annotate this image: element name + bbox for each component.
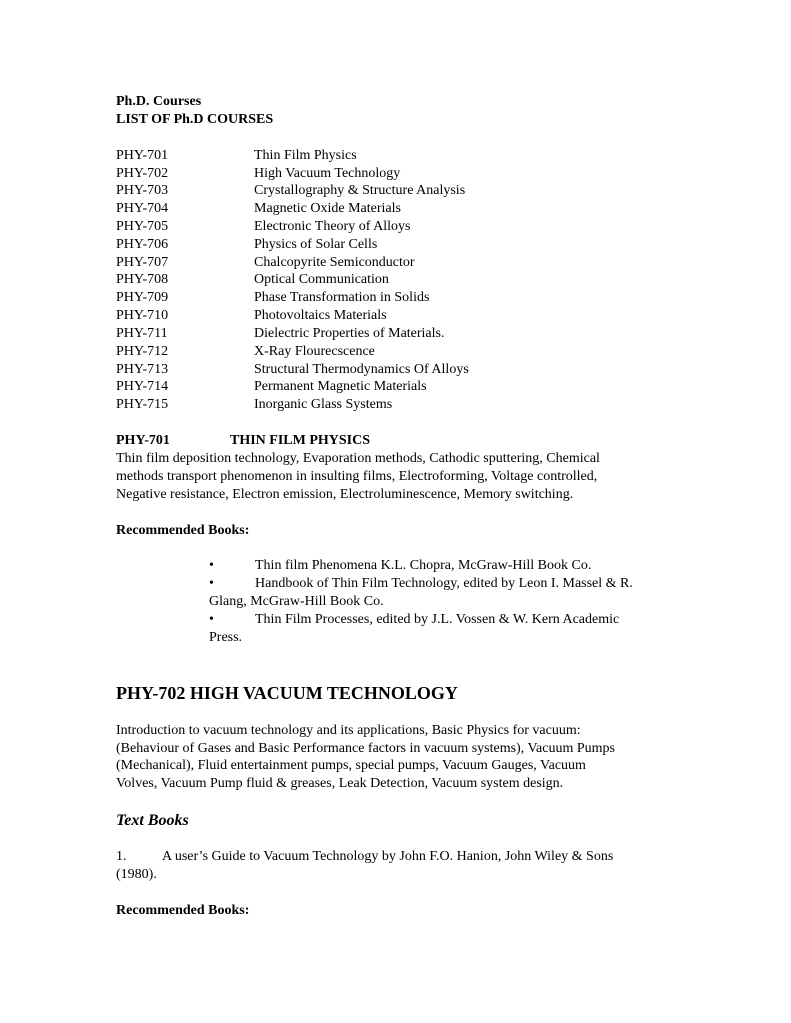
page-title: Ph.D. Courses	[116, 94, 202, 109]
section-heading: THIN FILM PHYSICS	[230, 433, 371, 448]
course-title: Chalcopyrite Semiconductor	[254, 255, 415, 270]
course-title: Phase Transformation in Solids	[254, 290, 430, 305]
recommended-books-heading: Recommended Books:	[116, 903, 250, 918]
course-code: PHY-704	[116, 201, 169, 216]
section-code: PHY-701	[116, 433, 170, 448]
book-entry-continuation: Glang, McGraw-Hill Book Co.	[209, 594, 384, 609]
course-title: Physics of Solar Cells	[254, 237, 378, 252]
course-code: PHY-706	[116, 237, 169, 252]
course-code: PHY-710	[116, 308, 169, 323]
bullet-icon: •	[209, 576, 214, 591]
course-title: Photovoltaics Materials	[254, 308, 387, 323]
course-code: PHY-703	[116, 183, 169, 198]
course-title: X-Ray Flourecscence	[254, 344, 375, 359]
book-entry: Thin Film Processes, edited by J.L. Vossen & W. Kern Academic	[255, 612, 620, 627]
text-books-heading: Text Books	[116, 812, 189, 829]
section-description-line: Introduction to vacuum technology and its applications, Basic Physics for vacuum:	[116, 723, 581, 738]
course-title: Thin Film Physics	[254, 148, 357, 163]
section-description-line: Volves, Vacuum Pump fluid & greases, Leak Detection, Vacuum system design.	[116, 776, 564, 791]
course-title: Structural Thermodynamics Of Alloys	[254, 362, 469, 377]
section-description-line: (Behaviour of Gases and Basic Performance factors in vacuum systems), Vacuum Pumps	[116, 741, 615, 756]
course-title: Crystallography & Structure Analysis	[254, 183, 466, 198]
course-code: PHY-709	[116, 290, 169, 305]
book-entry: Thin film Phenomena K.L. Chopra, McGraw-Hill Book Co.	[255, 558, 592, 573]
section-description-line: (Mechanical), Fluid entertainment pumps, special pumps, Vacuum Gauges, Vacuum	[116, 758, 586, 773]
text-book-entry: A user’s Guide to Vacuum Technology by John F.O. Hanion, John Wiley & Sons	[162, 849, 614, 864]
course-title: Magnetic Oxide Materials	[254, 201, 401, 216]
section-heading: PHY-702 HIGH VACUUM TECHNOLOGY	[116, 683, 458, 703]
book-entry-continuation: Press.	[209, 630, 243, 645]
text-book-number: 1.	[116, 849, 127, 864]
course-title: Electronic Theory of Alloys	[254, 219, 411, 234]
course-code: PHY-715	[116, 397, 169, 412]
course-code: PHY-711	[116, 326, 168, 341]
course-title: Dielectric Properties of Materials.	[254, 326, 445, 341]
recommended-books-heading: Recommended Books:	[116, 523, 250, 538]
course-code: PHY-714	[116, 379, 169, 394]
section-description-line: Negative resistance, Electron emission, Electroluminescence, Memory switching.	[116, 487, 574, 502]
section-description-line: Thin film deposition technology, Evaporation methods, Cathodic sputtering, Chemical	[116, 451, 600, 466]
course-code: PHY-707	[116, 255, 169, 270]
course-title: Optical Communication	[254, 272, 389, 287]
section-description-line: methods transport phenomenon in insulting films, Electroforming, Voltage controlled,	[116, 469, 598, 484]
course-title: Inorganic Glass Systems	[254, 397, 393, 412]
bullet-icon: •	[209, 558, 214, 573]
course-title: High Vacuum Technology	[254, 166, 401, 181]
course-title: Permanent Magnetic Materials	[254, 379, 427, 394]
bullet-icon: •	[209, 612, 214, 627]
text-book-entry-continuation: (1980).	[116, 867, 157, 882]
course-code: PHY-702	[116, 166, 169, 181]
course-code: PHY-712	[116, 344, 169, 359]
course-code: PHY-708	[116, 272, 169, 287]
book-entry: Handbook of Thin Film Technology, edited by Leon I. Massel & R.	[255, 576, 633, 591]
course-code: PHY-701	[116, 148, 169, 163]
course-list-heading: LIST OF Ph.D COURSES	[116, 112, 274, 127]
course-code: PHY-705	[116, 219, 169, 234]
course-code: PHY-713	[116, 362, 169, 377]
